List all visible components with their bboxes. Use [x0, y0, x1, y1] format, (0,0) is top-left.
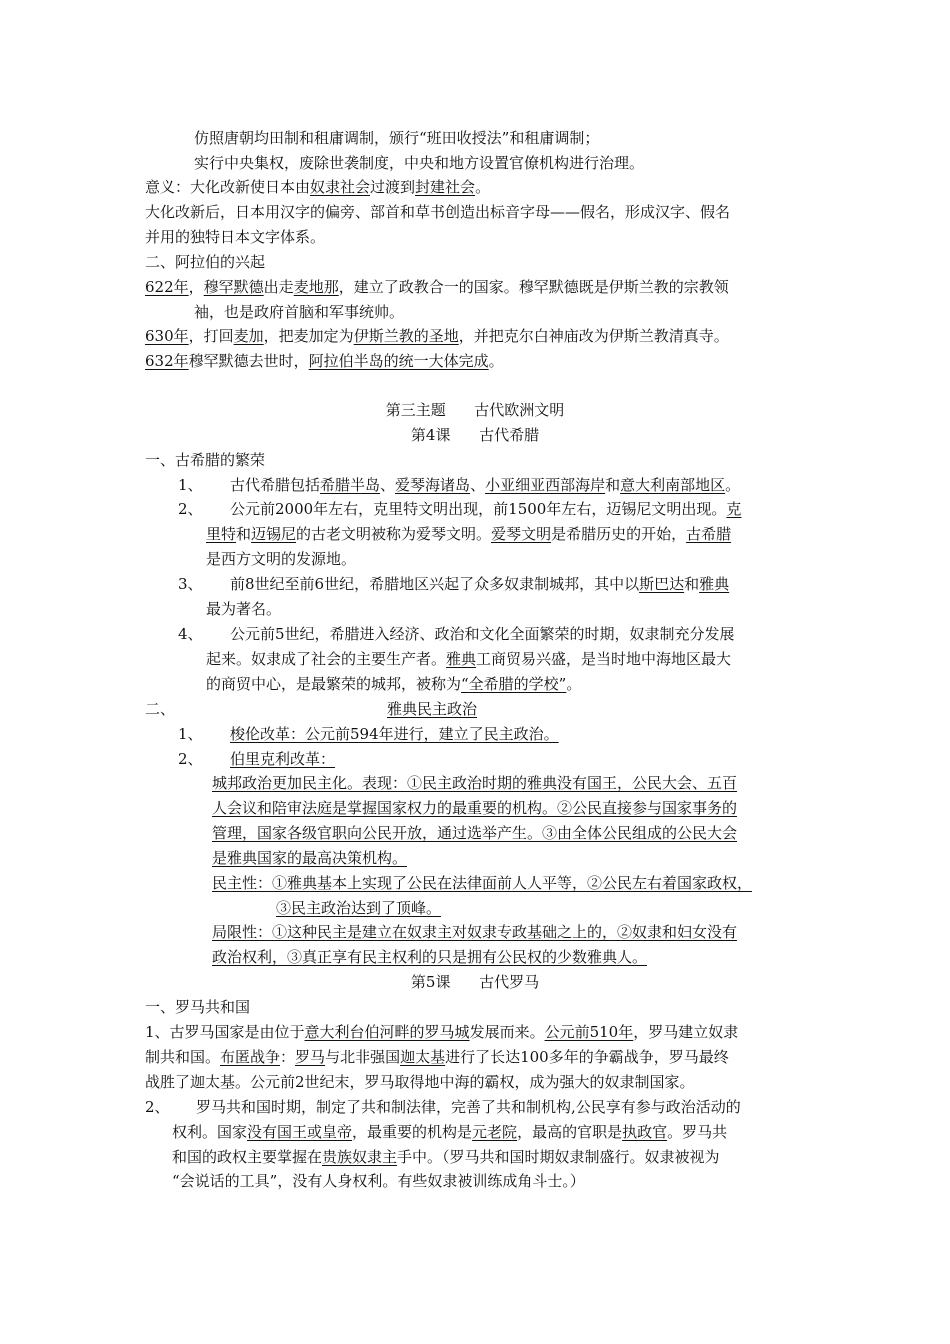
underlined-term: 希腊半岛	[320, 476, 381, 494]
underlined-term: 雅典	[699, 575, 730, 593]
text-span: 。	[566, 675, 582, 693]
underlined-term: 布匿战争	[220, 1048, 281, 1066]
text-line: 伯里克利改革：	[230, 750, 336, 768]
text-span: 的古老文明被称为爱琴文明。	[296, 525, 492, 543]
text-span: ：	[280, 1048, 296, 1066]
text-span: 是希腊历史的开始，	[551, 525, 687, 543]
text-line	[206, 647, 731, 672]
section-heading: 雅典民主政治	[387, 700, 478, 718]
underlined-term: 迦太基	[400, 1048, 446, 1066]
text-span: 。	[475, 178, 491, 196]
text-line	[145, 1020, 738, 1045]
text-span: 公元前2000年左右，克里特文明出现，前1500年左右，迈锡尼文明出现。	[230, 500, 727, 518]
text-line: 梭伦改革：公元前594年进行，建立了民主政治。	[230, 725, 559, 743]
text-line	[145, 1045, 729, 1070]
text-span: 和	[684, 575, 700, 593]
text-span: 权利。国家	[172, 1123, 248, 1141]
text-line	[145, 275, 729, 300]
list-number: 2、	[178, 500, 203, 518]
underlined-term: 小亚细亚西部海岸	[485, 476, 606, 494]
text-span: 和	[236, 525, 252, 543]
list-number: 2、	[178, 750, 203, 768]
text-line: 战胜了迦太基。公元前2世纪末，罗马取得地中海的霸权，成为强大的奴隶制国家。	[145, 1073, 695, 1091]
underlined-term: 公元前510年	[544, 1023, 634, 1041]
underlined-term: 封建社会	[415, 178, 476, 196]
text-line: 最为著名。	[206, 600, 282, 618]
text-span: 和	[605, 476, 621, 494]
underlined-term: 里特	[206, 525, 237, 543]
text-line: 管理，国家各级官职向公民开放，通过选举产生。③由全体公民组成的公民大会	[212, 824, 738, 842]
text-line: 城邦政治更加民主化。表现：①民主政治时期的雅典没有国王，公民大会、五百	[212, 774, 738, 792]
text-line	[230, 497, 741, 522]
underlined-term: 意大利南部地区	[620, 476, 726, 494]
lesson-title: 第5课 古代罗马	[410, 973, 540, 991]
text-span: ，把麦加定为	[263, 327, 354, 345]
text-span: ，建立了政教合一的国家。穆罕默德既是伊斯兰教的宗教领	[338, 278, 729, 296]
list-number: 1、	[178, 476, 203, 494]
underlined-term: 执政官	[622, 1123, 668, 1141]
section-heading: 一、罗马共和国	[145, 998, 251, 1016]
text-line	[145, 175, 490, 200]
underlined-term: 斯巴达	[639, 575, 685, 593]
text-span: 、	[470, 476, 486, 494]
text-line: 实行中央集权，废除世袭制度，中央和地方设置官僚机构进行治理。	[194, 154, 645, 172]
underlined-term: 伊斯兰教的圣地	[353, 327, 459, 345]
underlined-term: 阿拉伯半岛的统一大体完成	[308, 352, 489, 370]
underlined-term: “全希腊的学校”	[461, 675, 567, 693]
text-span: 手中。（罗马共和国时期奴隶制盛行。奴隶被视为	[397, 1148, 720, 1166]
text-span: ，罗马建立奴隶	[633, 1023, 739, 1041]
underlined-term: 622年	[145, 278, 189, 296]
text-span: 工商贸易兴盛，是当时地中海地区最大	[476, 650, 732, 668]
text-span: 。罗马共	[667, 1123, 728, 1141]
text-span: 。	[488, 352, 504, 370]
text-line	[172, 1145, 720, 1170]
lesson-title: 第4课 古代希腊	[410, 426, 540, 444]
underlined-term: 罗马	[295, 1048, 326, 1066]
text-span: 和国的政权主要掌握在	[172, 1148, 323, 1166]
text-line	[206, 672, 581, 697]
underlined-term: 克	[726, 500, 742, 518]
list-number: 1、	[178, 725, 203, 743]
underlined-term: 麦加	[233, 327, 264, 345]
underlined-term: 雅典	[446, 650, 477, 668]
text-span: 古代希腊包括	[230, 476, 321, 494]
text-span: 起来。奴隶成了社会的主要生产者。	[206, 650, 447, 668]
text-line: 袖，也是政府首脑和军事统帅。	[194, 303, 405, 321]
text-line: 人会议和陪审法庭是掌握国家权力的最重要的机构。②公民直接参与国家事务的	[212, 799, 738, 817]
text-span: ，并把克尔白神庙改为伊斯兰教清真寺。	[458, 327, 729, 345]
text-line: 大化改新后，日本用汉字的偏旁、部首和草书创造出标音字母——假名，形成汉字、假名	[145, 203, 731, 221]
text-span: 制共和国。	[145, 1048, 221, 1066]
text-line: 公元前5世纪，希腊进入经济、政治和文化全面繁荣的时期，奴隶制充分发展	[230, 625, 735, 643]
underlined-term: 意大利台伯河畔的罗马城	[304, 1023, 470, 1041]
list-number: 2、	[145, 1098, 170, 1116]
underlined-term: 贵族奴隶主	[322, 1148, 398, 1166]
text-span: 前8世纪至前6世纪，希腊地区兴起了众多奴隶制城邦，其中以	[230, 575, 640, 593]
list-number: 3、	[178, 575, 203, 593]
text-span: 发展而来。	[469, 1023, 545, 1041]
list-number: 4、	[178, 625, 203, 643]
section-number: 二、	[145, 700, 176, 718]
underlined-term: 爱琴海诸岛	[395, 476, 471, 494]
text-span: 、	[380, 476, 396, 494]
text-line: “会说话的工具”，没有人身权利。有些奴隶被训练成角斗士。）	[172, 1172, 585, 1190]
underlined-term: 奴隶社会	[310, 178, 371, 196]
text-span: 。	[725, 476, 741, 494]
text-line: ③民主政治达到了顶峰。	[276, 899, 442, 917]
text-line	[145, 349, 504, 374]
text-span: ，最重要的机构是	[352, 1123, 473, 1141]
text-line	[172, 1120, 727, 1145]
text-line: 政治权利，③真正享有民主权利的只是拥有公民权的少数雅典人。	[212, 948, 648, 966]
text-span: 出走	[263, 278, 294, 296]
text-span: ，打回	[188, 327, 234, 345]
text-span: 进行了长达100多年的争霸战争，罗马最终	[445, 1048, 729, 1066]
text-line	[230, 473, 740, 498]
section-heading: 二、阿拉伯的兴起	[145, 253, 266, 271]
underlined-term: 穆罕默德	[203, 278, 264, 296]
text-span: 的商贸中心，是最繁荣的城邦，被称为	[206, 675, 462, 693]
section-heading: 一、古希腊的繁荣	[145, 451, 266, 469]
underlined-term: 元老院	[472, 1123, 518, 1141]
text-line: 并用的独特日本文字体系。	[145, 228, 326, 246]
underlined-term: 迈锡尼	[251, 525, 297, 543]
text-line	[230, 572, 729, 597]
underlined-term: 630年	[145, 327, 189, 345]
text-span: 意义：大化改新使日本由	[145, 178, 311, 196]
underlined-term: 古希腊	[686, 525, 732, 543]
text-line: 仿照唐朝均田制和租庸调制，颁行“班田收授法”和租庸调制；	[194, 129, 600, 147]
text-line: 罗马共和国时期，制定了共和制法律，完善了共和制机构,公民享有参与政治活动的	[196, 1098, 741, 1116]
text-line: 民主性：①雅典基本上实现了公民在法律面前人人平等，②公民左右着国家政权，	[212, 874, 753, 892]
text-line	[206, 522, 731, 547]
underlined-term: 爱琴文明	[491, 525, 552, 543]
text-span: ，	[188, 278, 204, 296]
text-span: 1、古罗马国家是由位于	[145, 1023, 305, 1041]
underlined-term: 632年	[145, 352, 189, 370]
text-line: 是西方文明的发源地。	[206, 550, 357, 568]
text-line	[145, 324, 729, 349]
text-span: 与北非强国	[325, 1048, 401, 1066]
text-span: 过渡到	[370, 178, 416, 196]
text-span: 穆罕默德去世时，	[188, 352, 309, 370]
text-line: 局限性：①这种民主是建立在奴隶主对奴隶专政基础之上的，②奴隶和妇女没有	[212, 923, 738, 941]
text-line: 是雅典国家的最高决策机构。	[212, 849, 408, 867]
underlined-term: 麦地那	[293, 278, 339, 296]
text-span: ，最高的官职是	[517, 1123, 623, 1141]
underlined-term: 没有国王或皇帝	[247, 1123, 353, 1141]
theme-title: 第三主题 古代欧洲文明	[385, 401, 565, 419]
